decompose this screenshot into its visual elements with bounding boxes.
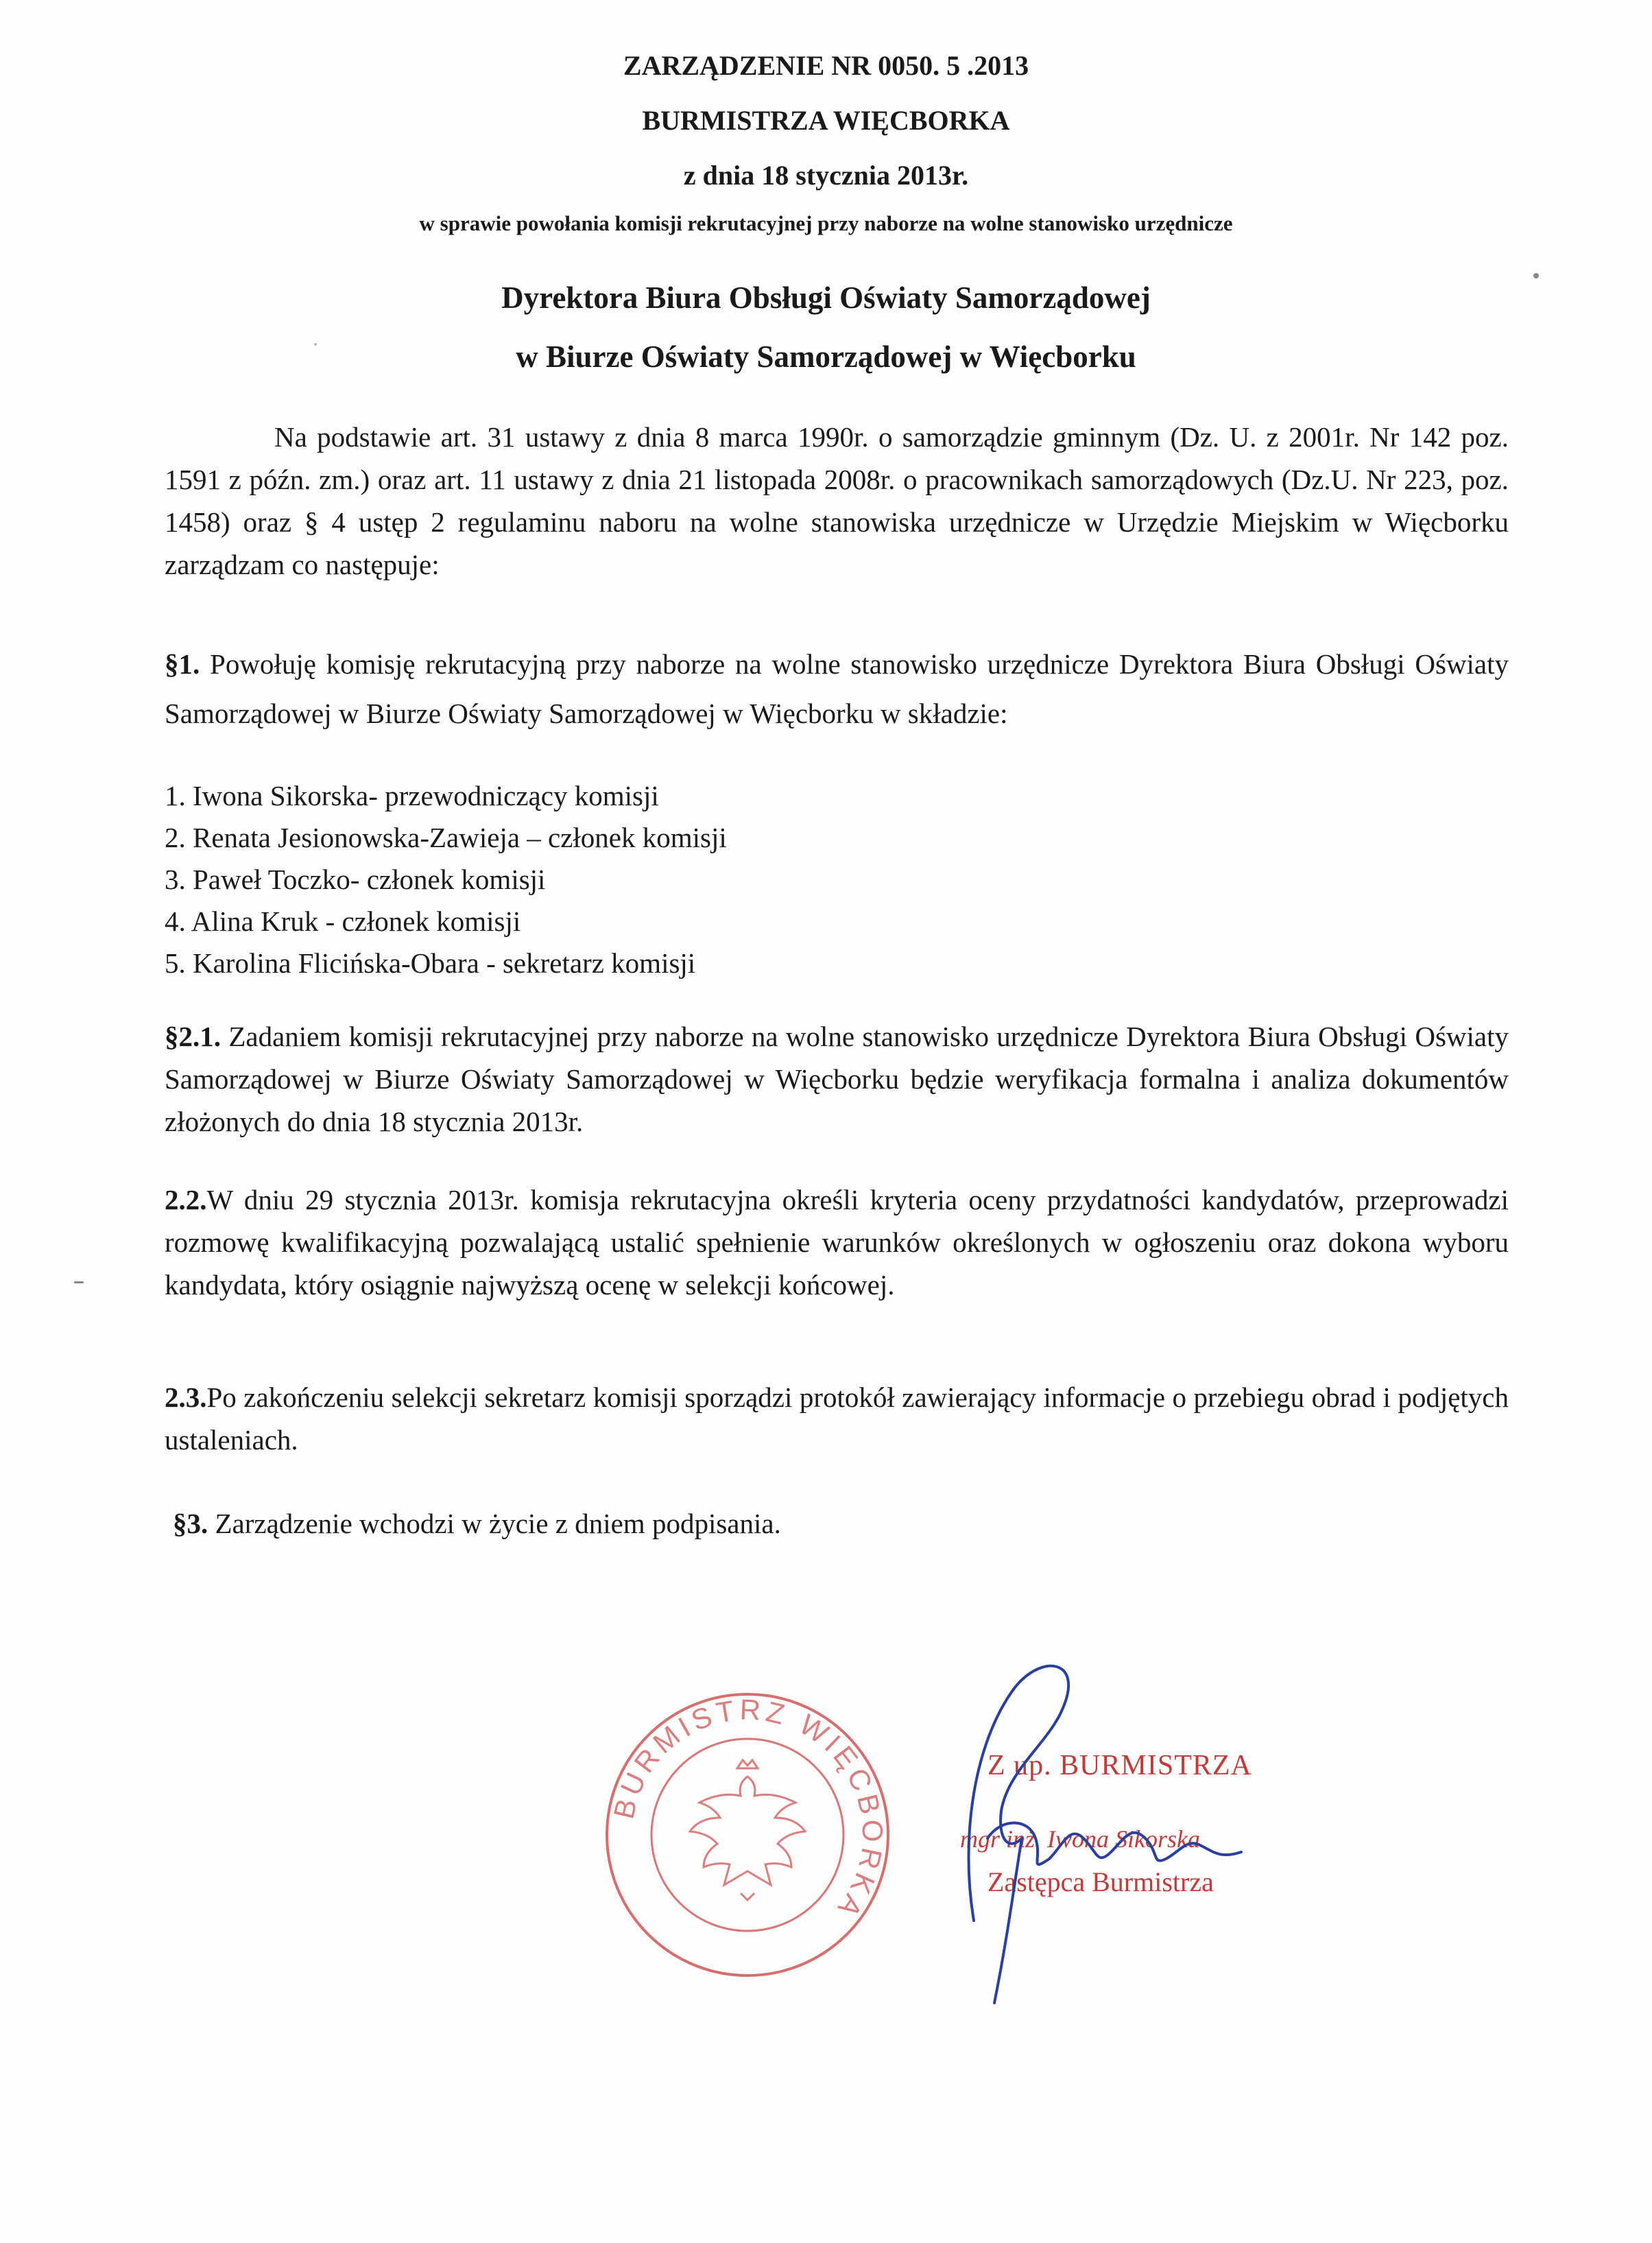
section-1-text: Powołuję komisję rekrutacyjną przy naborze na wolne stanowisko urzędnicze Dyrektora Biura Obsługi Oświaty Samorządowej w Biurze Oświaty Samorządowej w Więcborku w składzie: (165, 648, 1509, 729)
section-3-text: Zarządzenie wchodzi w życie z dniem podpisania. (215, 1508, 781, 1539)
list-item: 1. Iwona Sikorska- przewodniczący komisji (165, 780, 659, 811)
section-3 (173, 1502, 1517, 1545)
signatory-name-stamp: mgr inż. Iwona Sikorska (960, 1825, 1200, 1853)
position-title: Dyrektora Biura Obsługi Oświaty Samorządowej (501, 281, 1151, 315)
preamble-paragraph (165, 416, 1509, 586)
section-1 (165, 639, 1509, 738)
list-item: 4. Alina Kruk - członek komisji (165, 905, 521, 937)
list-item: 2. Renata Jesionowska-Zawieja – członek komisji (165, 822, 727, 853)
authorization-stamp-line: Z up. BURMISTRZA (987, 1750, 1252, 1781)
document-title: ZARZĄDZENIE NR 0050. 5 .2013 (623, 50, 1029, 81)
document-subject: w sprawie powołania komisji rekrutacyjnej przy naborze na wolne stanowisko urzędnicze (419, 211, 1233, 235)
section-2-2 (165, 1178, 1509, 1306)
section-2-3-text: Po zakończeniu selekcji sekretarz komisji sporządzi protokół zawierający informacje o przebiegu obrad i podjętych ustaleniach. (165, 1381, 1509, 1456)
committee-members-list (165, 775, 1125, 984)
section-2-1 (165, 1015, 1509, 1143)
official-seal (600, 1687, 895, 1982)
section-2-2-text: W dniu 29 stycznia 2013r. komisja rekrutacyjna określi kryteria oceny przydatności kandydatów, przeprowadzi rozmowę kwalifikacyjną pozwalającą ustalić spełnienie warunków określonych w ogłoszeniu oraz dokona wyboru kandydata, który osiągnie najwyższą ocenę w selekcji końcowej. (165, 1184, 1509, 1301)
scan-speck (74, 1281, 84, 1283)
section-2-1-text: Zadaniem komisji rekrutacyjnej przy naborze na wolne stanowisko urzędnicze Dyrektora Biura Obsługi Oświaty Samorządowej w Biurze Oświaty Samorządowej w Więcborku będzie weryfikacja formalna i analiza dokumentów złożonych do dnia 18 stycznia 2013r. (165, 1021, 1509, 1137)
seal-text: BURMISTRZ WIĘCBORKA (607, 1693, 889, 1927)
preamble-text: Na podstawie art. 31 ustawy z dnia 8 marca 1990r. o samorządzie gminnym (Dz. U. z 2001r. Nr 142 poz. 1591 z późn. zm.) oraz art. 11 ustawy z dnia 21 listopada 2008r. o pracownikach samorządowych (Dz.U. Nr 223, poz. 1458) oraz § 4 ustęp 2 regulaminu naboru na wolne stanowiska urzędnicze w Urzędzie Miejskim w Więcborku zarządzam co następuje: (165, 421, 1509, 580)
signature-stamp-block (933, 1633, 1344, 2017)
issuer-title: BURMISTRZA WIĘCBORKA (642, 105, 1010, 136)
handwritten-signature (933, 1633, 1344, 2017)
eagle-emblem-icon (690, 1760, 805, 1900)
scan-speck (314, 343, 317, 346)
section-2-3-label: 2.3. (165, 1381, 207, 1413)
scan-speck (1533, 273, 1539, 278)
section-1-label: §1. (165, 648, 200, 680)
signatory-role-stamp: Zastępca Burmistrza (987, 1866, 1214, 1897)
document-date: z dnia 18 stycznia 2013r. (683, 160, 969, 191)
list-item: 5. Karolina Flicińska-Obara - sekretarz komisji (165, 947, 696, 979)
section-2-2-label: 2.2. (165, 1184, 207, 1215)
section-2-3 (165, 1376, 1509, 1461)
section-2-1-label: §2.1. (165, 1021, 221, 1052)
list-item: 3. Paweł Toczko- członek komisji (165, 864, 546, 895)
section-3-label: §3. (173, 1508, 208, 1539)
office-title: w Biurze Oświaty Samorządowej w Więcborku (516, 340, 1136, 374)
